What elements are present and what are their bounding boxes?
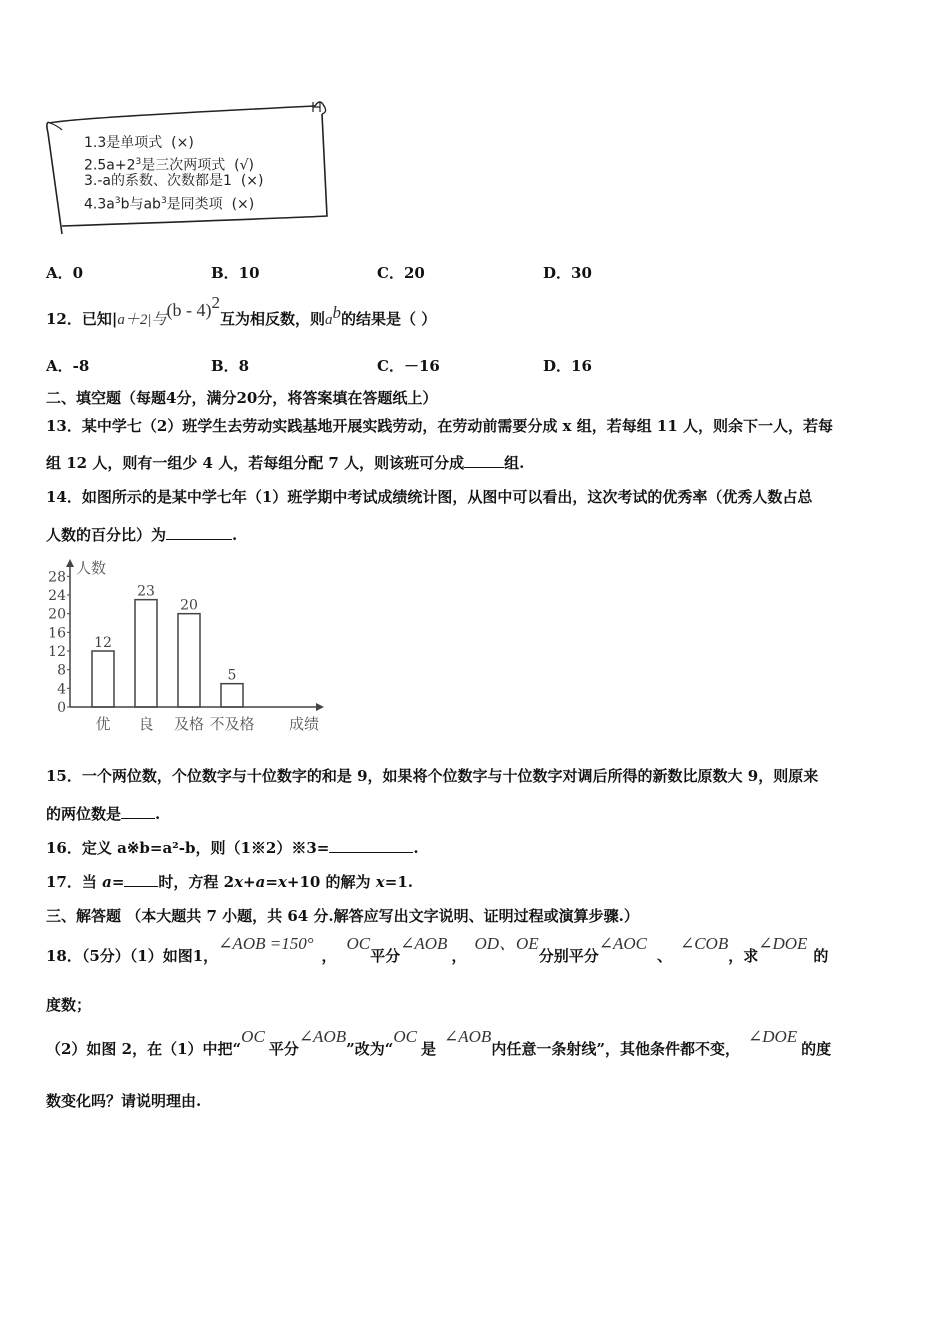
question-13-line1: 13．某中学七（2）班学生去劳动实践基地开展实践劳动，在劳动前需要分成 x 组，若每组 11 人，则余下一人，若每	[46, 417, 834, 435]
y-tick-label: 24	[48, 588, 66, 604]
bar-value-label: 12	[94, 635, 112, 651]
q14-answer-blank[interactable]	[166, 525, 232, 540]
q12-option-d: D．16	[543, 357, 592, 375]
category-label: 及格	[173, 715, 205, 733]
category-label: 优	[95, 715, 111, 733]
bar-良	[135, 600, 157, 707]
section-3-heading: 三、解答题 （本大题共 7 小题，共 64 分.解答应写出文字说明、证明过程或演算步骤.）	[46, 907, 639, 925]
y-tick-label: 28	[48, 569, 66, 586]
bar-value-label: 20	[180, 597, 198, 614]
bar-及格	[178, 614, 200, 707]
question-14-line1: 14．如图所示的是某中学七年（1）班学期中考试成绩统计图，从图中可以看出，这次考试的优秀率（优秀人数占总	[46, 488, 813, 506]
y-tick-label: 8	[57, 662, 66, 679]
y-tick-label: 20	[48, 606, 66, 623]
score-bar-chart	[40, 553, 340, 748]
question-18-line4: 数变化吗？请说明理由.	[46, 1092, 202, 1110]
q17-answer-blank[interactable]	[124, 872, 158, 887]
y-tick-label: 4	[57, 681, 66, 698]
question-15-line2: 的两位数是 .	[46, 805, 161, 823]
q12-option-b: B．8	[211, 357, 250, 375]
q16-answer-blank[interactable]	[329, 838, 413, 853]
scroll-statement-3: 3.-a的系数、次数都是1 (×)	[84, 173, 264, 189]
question-18-line1: 18．（5分）（1）如图1，∠AOB =150°，OC平分∠AOB，OD、OE分别平分∠AOC、∠COB，求∠DOE的	[46, 934, 829, 965]
y-tick-label: 12	[48, 644, 66, 660]
q11-option-b: B．10	[211, 264, 260, 282]
q13-answer-blank[interactable]	[464, 453, 504, 468]
scroll-statement-1: 1.3是单项式 (×)	[84, 135, 194, 151]
y-tick-label: 16	[48, 625, 66, 642]
y-tick-label: 0	[57, 700, 66, 716]
q15-answer-blank[interactable]	[121, 804, 155, 819]
question-13-line2: 组 12 人，则有一组少 4 人，若每组分配 7 人，则该班可分成 组.	[46, 454, 525, 472]
category-label: 不及格	[209, 715, 255, 733]
question-18-part2: （2）如图 2，在（1）中把“OC平分∠AOB”改为“OC是∠AOB内任意一条射线”，其他条件都不变，∠DOE的度	[46, 1027, 832, 1058]
scroll-statement-4: $4.3a^3b$与$ab^3$是同类项 (×)	[84, 196, 255, 213]
question-16: 16．定义 a※b=a²-b，则（1※2）※3= .	[46, 839, 419, 857]
category-label: 良	[138, 715, 154, 733]
q12-option-a: A．-8	[46, 357, 90, 375]
bar-value-label: 23	[137, 583, 155, 600]
question-18-line2: 度数；	[46, 996, 92, 1014]
question-15-line1: 15．一个两位数，个位数字与十位数字的和是 9，如果将个位数字与十位数字对调后所得的新数比原数大 9，则原来	[46, 767, 819, 785]
y-axis-label: 人数	[76, 559, 107, 577]
bar-不及格	[221, 684, 243, 707]
x-axis-label: 成绩	[288, 715, 320, 733]
y-axis-arrow	[66, 559, 74, 567]
section-2-heading: 二、填空题（每题4分，满分20分，将答案填在答题纸上）	[46, 389, 438, 407]
bar-优	[92, 651, 114, 707]
question-14-line2: 人数的百分比）为 .	[46, 526, 238, 544]
scroll-statement-2: $2.5a+2^3$是三次两项式 (√)	[84, 157, 254, 174]
q12-option-c: C．－16	[377, 357, 440, 375]
bar-value-label: 5	[227, 667, 237, 684]
question-12: 12．已知|a＋2|与(b - 4)$^2$互为相反数，则$a^b$的结果是（ ）	[46, 293, 437, 328]
question-17: 17．当 a= 时，方程 2x+a=x+10 的解为 x=1.	[46, 873, 413, 891]
q11-option-a: A．0	[46, 264, 84, 282]
q11-option-d: D．30	[543, 264, 592, 282]
x-axis-arrow	[316, 703, 324, 711]
q11-option-c: C．20	[377, 264, 425, 282]
